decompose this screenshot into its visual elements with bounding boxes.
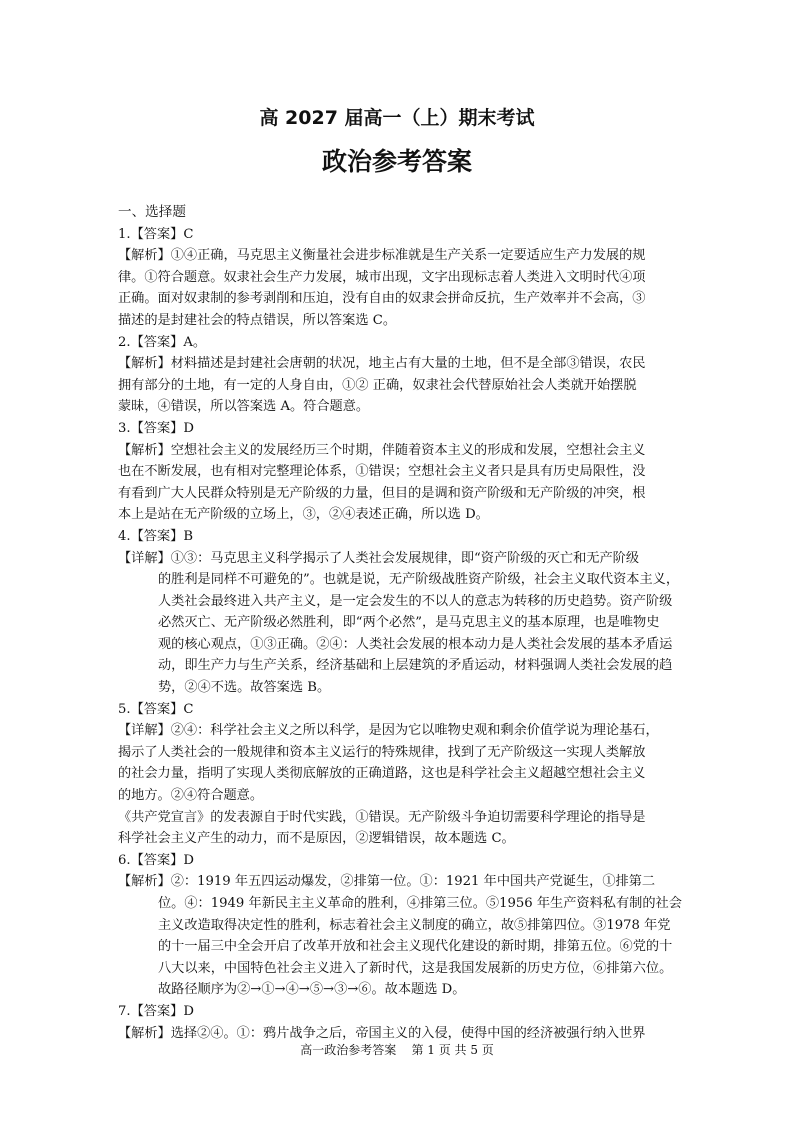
explanation-line: 描述的是封建社会的特点错误，所以答案选 C。	[118, 312, 397, 328]
explanation-line: 【解析】材料描述是封建社会唐朝的状况，地主占有大量的土地，但不是全部③错误，农民	[118, 356, 646, 372]
explanation-line: 【解析】②：1919 年五四运动爆发，②排第一位。①：1921 年中国共产党诞生，①排第二	[118, 874, 656, 890]
section-heading: 一、选择题	[118, 204, 186, 220]
answer-line-q2: 2.【答案】A。	[118, 334, 207, 350]
explanation-line: 主义改造取得决定性的胜利，标志着社会主义制度的确立，故⑤排第四位。③1978 年党	[158, 917, 671, 933]
explanation-line: 【详解】①③：马克思主义科学揭示了人类社会发展规律，即“资产阶级的灭亡和无产阶级	[118, 550, 640, 566]
explanation-line: 的地方。②④符合题意。	[118, 788, 264, 804]
answer-content	[118, 202, 682, 1044]
answer-line-q6: 6.【答案】D	[118, 852, 194, 868]
explanation-line: 【解析】空想社会主义的发展经历三个时期，伴随着资本主义的形成和发展，空想社会主义	[118, 442, 646, 458]
explanation-line: 必然灭亡、无产阶级必然胜利，即“两个必然”，是马克思主义的基本原理，也是唯物史	[158, 615, 660, 631]
answer-line-q1: 1.【答案】C	[118, 226, 194, 242]
explanation-line: 势，②④不选。故答案选 B。	[158, 680, 331, 696]
explanation-line: 的胜利是同样不可避免的”。也就是说，无产阶级战胜资产阶级，社会主义取代资本主义，	[158, 572, 680, 588]
explanation-line: 人类社会最终进入共产主义，是一定会发生的不以人的意志为转移的历史趋势。资产阶级	[158, 593, 673, 609]
explanation-line: 【解析】选择②④。①：鸦片战争之后，帝国主义的入侵，使得中国的经济被强行纳入世界	[118, 1025, 646, 1041]
explanation-line: 本上是站在无产阶级的立场上，③，②④表述正确，所以选 D。	[118, 507, 489, 523]
explanation-line: 故路径顺序为②→①→④→⑤→③→⑥。故本题选 D。	[158, 982, 466, 998]
explanation-line: 也在不断发展，也有相对完整理论体系，①错误；空想社会主义者只是具有历史局限性，没	[118, 464, 646, 480]
explanation-line: 拥有部分的土地，有一定的人身自由，①② 正确，奴隶社会代替原始社会人类就开始摆脱	[118, 377, 637, 393]
page-title: 高 2027 届高一（上）期末考试	[259, 107, 535, 129]
answer-line-q7: 7.【答案】D	[118, 1003, 194, 1019]
explanation-line: 的十一届三中全会开启了改革开放和社会主义现代化建设的新时期，排第五位。⑥党的十	[158, 939, 673, 955]
explanation-line: 动，即生产力与生产关系，经济基础和上层建筑的矛盾运动，材料强调人类社会发展的趋	[158, 658, 673, 674]
page-subtitle: 政治参考答案	[321, 147, 472, 176]
explanation-line: 【解析】①④正确，马克思主义衡量社会进步标准就是生产关系一定要适应生产力发展的规	[118, 248, 646, 264]
explanation-line: 正确。面对奴隶制的参考剥削和压迫，没有自由的奴隶会拼命反抗，生产效率并不会高，③	[118, 291, 646, 307]
explanation-line: 蒙昧，④错误，所以答案选 A。符合题意。	[118, 399, 370, 415]
explanation-line: 观的核心观点，①③正确。②④：人类社会发展的根本动力是人类社会发展的基本矛盾运	[158, 636, 673, 652]
explanation-line: 科学社会主义产生的动力，而不是原因，②逻辑错误，故本题选 C。	[118, 831, 515, 847]
explanation-line: 《共产党宣言》的发表源自于时代实践，①错误。无产阶级斗争迫切需要科学理论的指导是	[118, 809, 646, 825]
answer-line-q3: 3.【答案】D	[118, 420, 194, 436]
explanation-line: 【详解】②④：科学社会主义之所以科学，是因为它以唯物史观和剩余价值学说为理论基石，	[118, 723, 659, 739]
answer-line-q5: 5.【答案】C	[118, 701, 194, 717]
page-footer: 高一政治参考答案 第 1 页 共 5 页	[300, 1043, 494, 1057]
explanation-line: 位。④：1949 年新民主主义革命的胜利，④排第三位。⑤1956 年生产资料私有制的社会	[158, 896, 682, 911]
explanation-line: 八大以来，中国特色社会主义进入了新时代，这是我国发展新的历史方位，⑥排第六位。	[158, 960, 673, 976]
explanation-line: 揭示了人类社会的一般规律和资本主义运行的特殊规律，找到了无产阶级这一实现人类解放	[118, 744, 646, 760]
explanation-line: 的社会力量，指明了实现人类彻底解放的正确道路，这也是科学社会主义超越空想社会主义	[118, 766, 646, 782]
explanation-line: 律。①符合题意。奴隶社会生产力发展，城市出现，文字出现标志着人类进入文明时代④项	[118, 269, 646, 285]
answer-line-q4: 4.【答案】B	[118, 528, 194, 544]
explanation-line: 有看到广大人民群众特别是无产阶级的力量，但目的是调和资产阶级和无产阶级的冲突，根	[118, 485, 646, 501]
